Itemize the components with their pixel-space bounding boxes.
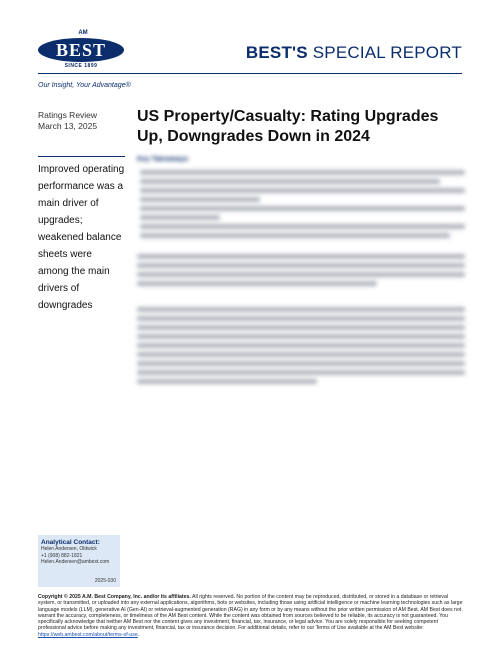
- contact-title: Analytical Contact:: [41, 539, 100, 546]
- blurred-line: [137, 343, 465, 348]
- blurred-line: [137, 370, 465, 375]
- pull-quote-text: Improved operating performance was a main driver of upgrades; weakened balance sheets were among the main drivers of downgrades: [38, 164, 125, 311]
- blurred-line: [137, 272, 465, 277]
- report-type-title: [246, 43, 462, 63]
- blurred-line: [140, 179, 440, 184]
- copyright-bold: Copyright © 2025 A.M. Best Company, Inc. and/or its affiliates.: [38, 594, 191, 600]
- blurred-line: [140, 215, 220, 220]
- blurred-line: [137, 254, 465, 259]
- blurred-line: [140, 233, 450, 238]
- blurred-line: [140, 224, 465, 229]
- terms-of-use-link[interactable]: https://web.ambest.com/about/terms-of-use: [38, 631, 138, 638]
- blurred-line: [140, 170, 465, 175]
- am-best-logo: [38, 30, 128, 72]
- logo-since-text: SINCE 1899: [64, 63, 98, 69]
- blurred-line: [140, 206, 465, 211]
- document-number: 2025-030: [94, 578, 116, 584]
- blurred-line: [140, 188, 465, 193]
- contact-phone: +1 (908) 882-1821: [41, 552, 83, 559]
- tagline: Our Insight, Your Advantage®: [38, 82, 131, 89]
- blurred-line: [137, 281, 377, 286]
- report-category: Ratings Review: [38, 110, 98, 120]
- blurred-line: [137, 379, 317, 384]
- blurred-line: [140, 197, 260, 202]
- blurred-line: [137, 263, 465, 268]
- key-takeaways-title: Key Takeaways: [137, 156, 189, 163]
- pull-quote-sidebar: [38, 156, 125, 314]
- analytical-contact-box: [38, 535, 120, 587]
- report-header: [0, 0, 500, 89]
- report-meta: [38, 110, 97, 132]
- blurred-line: [137, 352, 465, 357]
- copyright-end: .: [137, 631, 140, 638]
- header-rule: [38, 73, 462, 74]
- blurred-line: [137, 325, 465, 330]
- report-headline: US Property/Casualty: Rating Upgrades Up, Downgrades Down in 2024: [137, 108, 439, 145]
- report-title-rest: SPECIAL REPORT: [307, 43, 462, 62]
- blurred-line: [137, 307, 465, 312]
- blurred-line: [137, 361, 465, 366]
- copyright-text: All rights reserved. No portion of the content may be reproduced, distributed, or stored in a database or retrieval system, or transmitted, or uploaded into any external applications, algorithms, bots or websites, including those using artificial intelligence or machine learning technologies such as large language models (LLM), generative AI (Gen-AI) or retrieval-augmented generation (RAG) in any form or by any means without the prior written permission of AM Best. AM Best does not warrant the accuracy, completeness, or timeliness of the AM Best content. While the content was obtained from sources believed to be reliable, its accuracy is not guaranteed. You specifically acknowledge that neither AM Best nor the content gives any investment, financial, tax, insurance, or legal advice. You are solely responsible for seeking competent professional advice before making any investment, financial, tax or insurance decision. For additional details, refer to our Terms of Use available at the AM Best website:: [38, 594, 463, 632]
- contact-email[interactable]: Helen.Andersen@ambest.com: [41, 559, 110, 565]
- blurred-line: [137, 334, 465, 339]
- contact-name: Helen Andersen, Oldwick: [41, 546, 97, 552]
- logo-best-text: BEST: [55, 40, 107, 60]
- report-date: March 13, 2025: [38, 121, 98, 131]
- logo-am-text: AM: [78, 30, 88, 36]
- report-title-bold: BEST'S: [245, 43, 308, 62]
- blurred-line: [137, 316, 465, 321]
- copyright-footer: [38, 594, 464, 638]
